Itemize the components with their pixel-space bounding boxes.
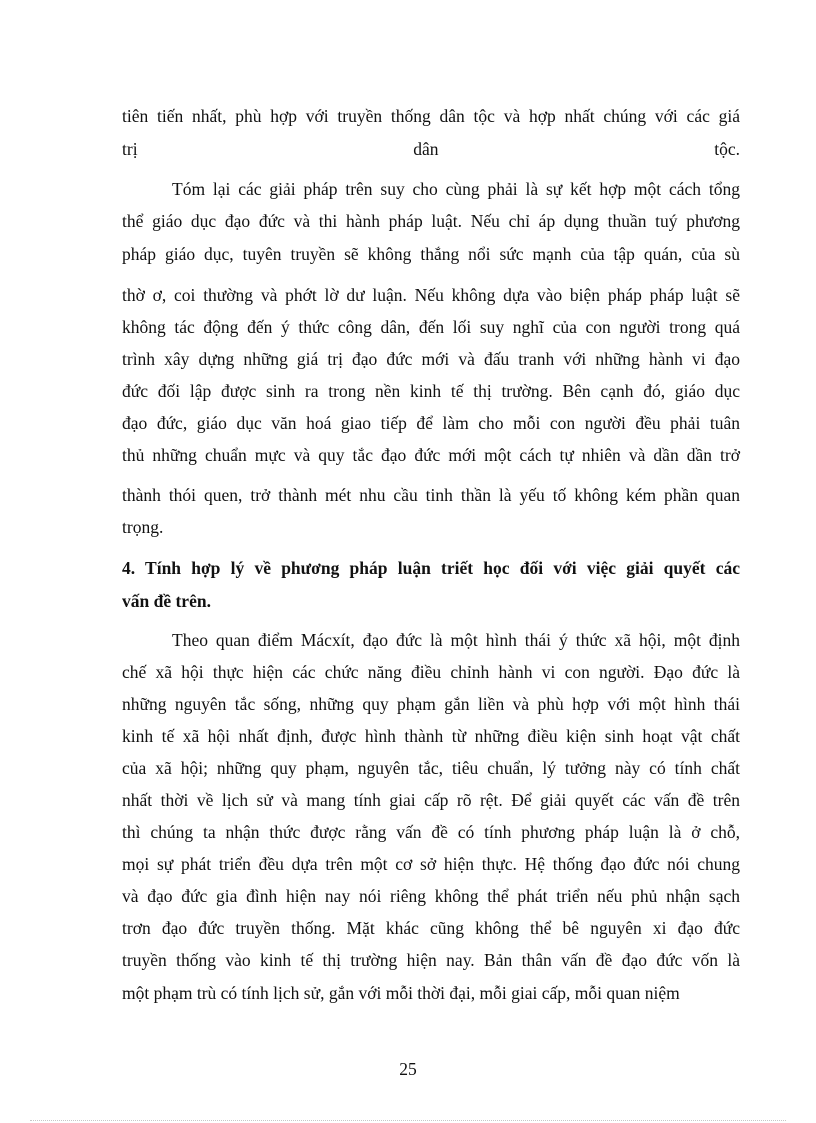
footer-divider [30, 1120, 786, 1121]
paragraph-line: trị dân tộc. [122, 139, 740, 159]
paragraph-line: truyền thống vào kinh tế thị trường hiện nay. Bản thân vấn đề đạo đức vốn là [122, 950, 740, 970]
paragraph-line: những nguyên tắc sống, những quy phạm gắn liền và phù hợp với một hình thái [122, 694, 740, 714]
paragraph-line: thể giáo dục đạo đức và thi hành pháp luật. Nếu chỉ áp dụng thuần tuý phương [122, 211, 740, 231]
section-heading: 4. Tính hợp lý về phương pháp luận triết học đối với việc giải quyết các [122, 558, 740, 578]
paragraph-line: mọi sự phát triển đều dựa trên một cơ sở hiện thực. Hệ thống đạo đức nói chung [122, 854, 740, 874]
paragraph-line: của xã hội; những quy phạm, nguyên tắc, tiêu chuẩn, lý tưởng này có tính chất [122, 758, 740, 778]
paragraph-line: đức đối lập được sinh ra trong nền kinh tế thị trường. Bên cạnh đó, giáo dục [122, 381, 740, 401]
paragraph-line: một phạm trù có tính lịch sử, gắn với mỗi thời đại, mỗi giai cấp, mỗi quan niệm [122, 983, 680, 1003]
page-number: 25 [399, 1059, 417, 1079]
paragraph-line: thì chúng ta nhận thức được rằng vấn đề có tính phương pháp luận là ở chỗ, [122, 822, 740, 842]
section-heading: vấn đề trên. [122, 591, 211, 611]
paragraph-line: kinh tế xã hội nhất định, được hình thành từ những điều kiện sinh hoạt vật chất [122, 726, 740, 746]
paragraph-line: thủ những chuẩn mực và quy tắc đạo đức mới một cách tự nhiên và dần dần trở [122, 445, 740, 465]
paragraph-line: pháp giáo dục, tuyên truyền sẽ không thắng nổi sức mạnh của tập quán, của sù [122, 244, 740, 264]
paragraph-line: tiên tiến nhất, phù hợp với truyền thống dân tộc và hợp nhất chúng với các giá [122, 106, 740, 126]
paragraph-line: Tóm lại các giải pháp trên suy cho cùng phải là sự kết hợp một cách tổng [172, 179, 740, 199]
paragraph-line: thành thói quen, trở thành mét nhu cầu tinh thần là yếu tố không kém phần quan [122, 485, 740, 505]
paragraph-line: trơn đạo đức truyền thống. Mặt khác cũng không thể bê nguyên xi đạo đức [122, 918, 740, 938]
paragraph-line: chế xã hội thực hiện các chức năng điều chỉnh hành vi con người. Đạo đức là [122, 662, 740, 682]
paragraph-line: nhất thời về lịch sử và mang tính giai cấp rõ rệt. Để giải quyết các vấn đề trên [122, 790, 740, 810]
paragraph-line: và đạo đức gia đình hiện nay nói riêng không thể phát triển nếu phủ nhận sạch [122, 886, 740, 906]
paragraph-line: đạo đức, giáo dục văn hoá giao tiếp để làm cho mỗi con người đều phải tuân [122, 413, 740, 433]
paragraph-line: Theo quan điểm Mácxít, đạo đức là một hình thái ý thức xã hội, một định [172, 630, 740, 650]
paragraph-line: thờ ơ, coi thường và phớt lờ dư luận. Nếu không dựa vào biện pháp pháp luật sẽ [122, 285, 740, 305]
paragraph-line: trọng. [122, 517, 164, 537]
paragraph-line: trình xây dựng những giá trị đạo đức mới và đấu tranh với những hành vi đạo [122, 349, 740, 369]
paragraph-line: không tác động đến ý thức công dân, đến lối suy nghĩ của con người trong quá [122, 317, 740, 337]
